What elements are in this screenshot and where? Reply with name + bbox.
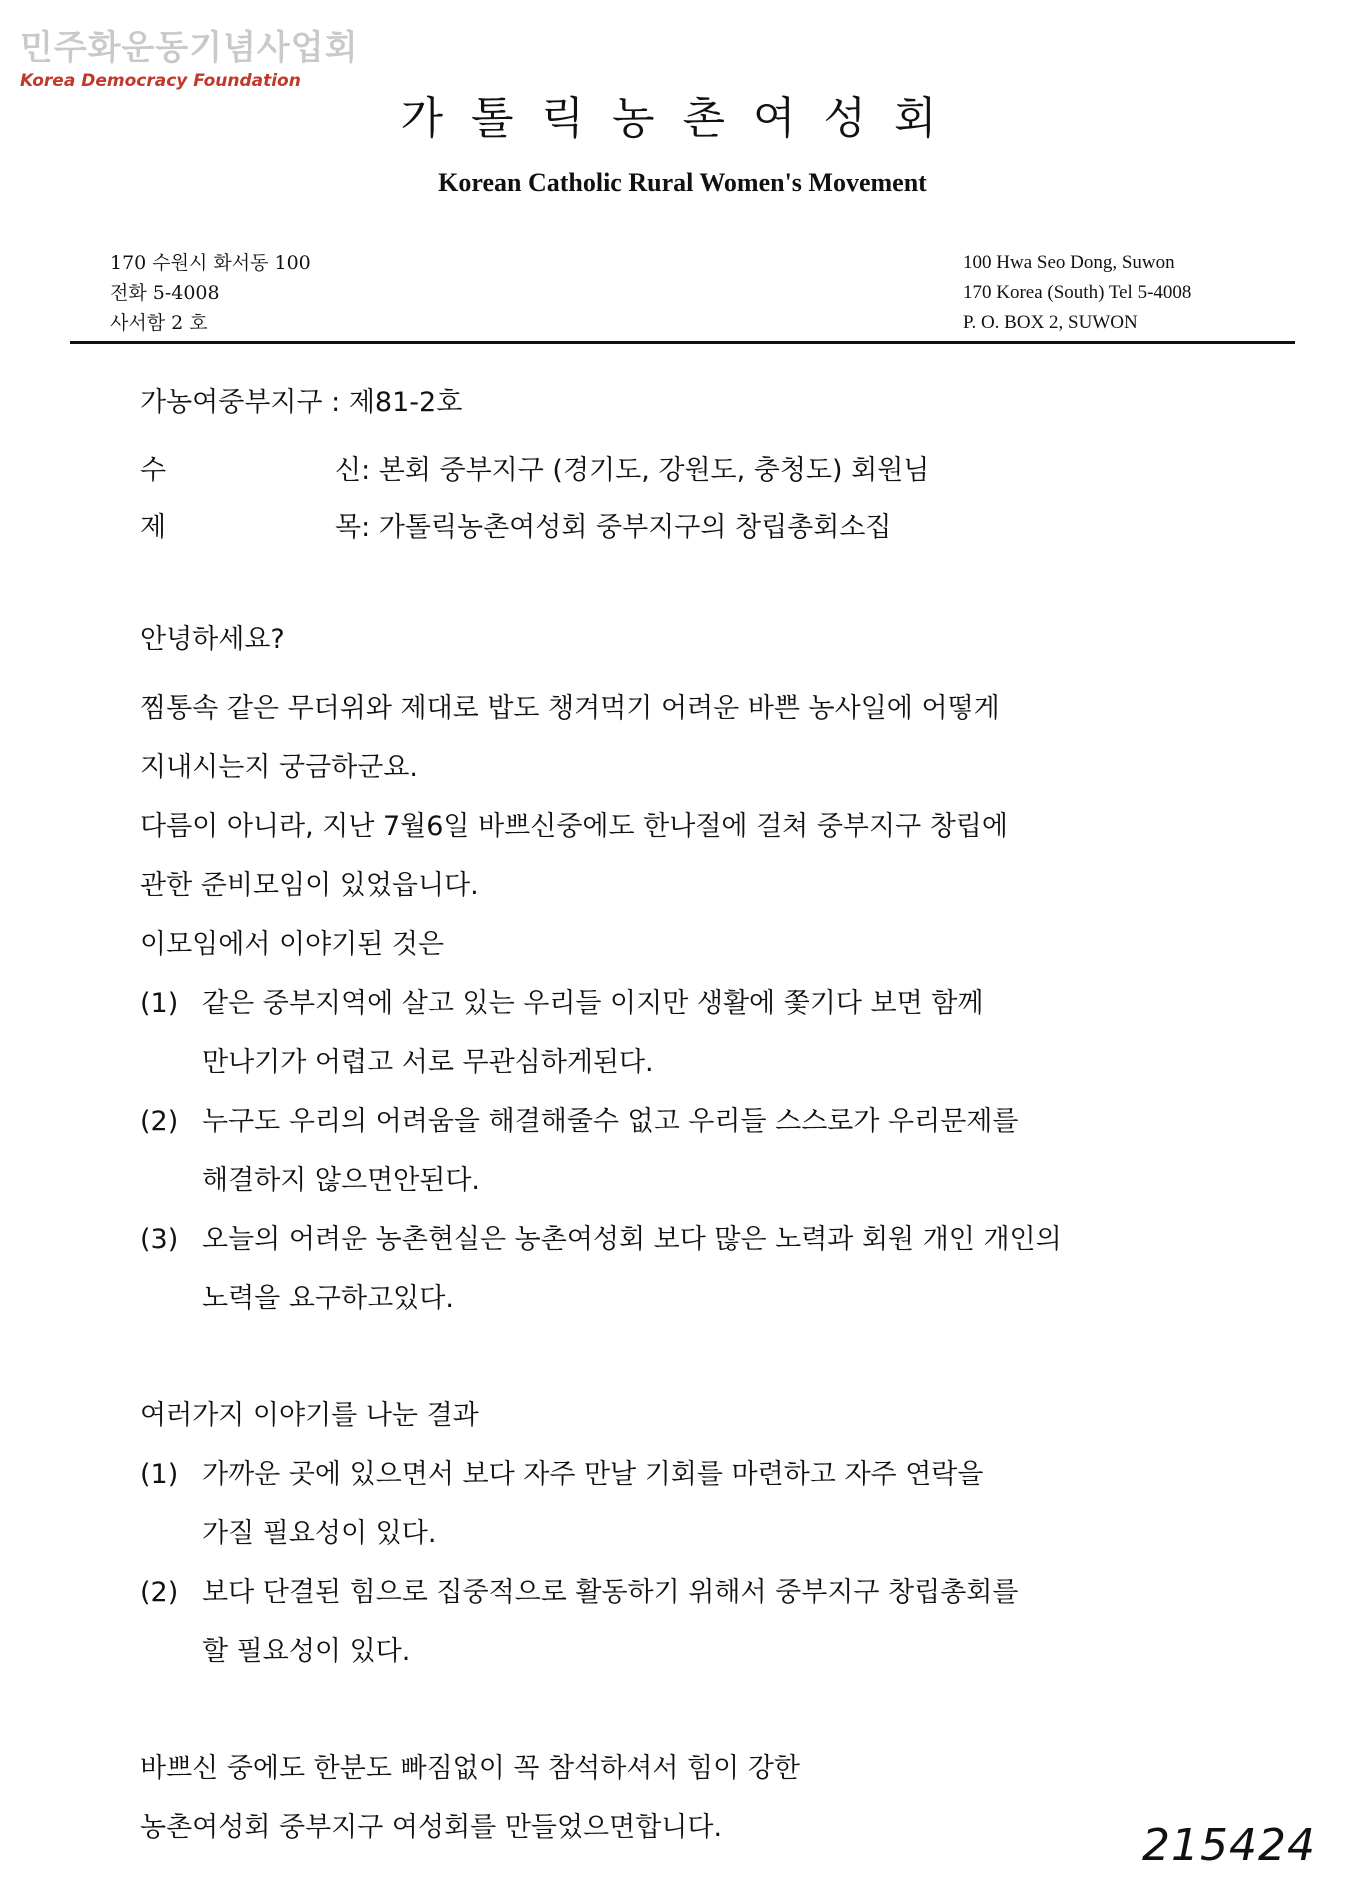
item-number: (2) xyxy=(140,1577,179,1608)
item-text: 해결하지 않으면안된다. xyxy=(202,1165,480,1196)
greeting: 안녕하세요? xyxy=(140,624,285,655)
closing-line: 농촌여성회 중부지구 여성회를 만들었으면합니다. xyxy=(140,1812,723,1843)
address-line: 170 Korea (South) Tel 5-4008 xyxy=(963,282,1192,303)
address-line: 170 수원시 화서동 100 xyxy=(110,252,311,274)
item-text: 보다 단결된 힘으로 집중적으로 활동하기 위해서 중부지구 창립총회를 xyxy=(202,1577,1019,1608)
watermark-korean: 민주화운동기념사업회 xyxy=(20,28,359,68)
list-item xyxy=(140,1445,1290,1563)
po-box-line: P. O. BOX 2, SUWON xyxy=(963,312,1138,333)
list-item xyxy=(140,1563,1290,1681)
foundation-watermark xyxy=(20,20,358,91)
item-number: (1) xyxy=(140,988,179,1019)
subject-line xyxy=(140,505,891,544)
watermark-english: Korea Democracy Foundation xyxy=(20,71,301,91)
recipient-value: 신: 본회 중부지구 (경기도, 강원도, 충청도) 회원님 xyxy=(335,455,930,486)
item-text: 누구도 우리의 어려움을 해결해줄수 없고 우리들 스스로가 우리문제를 xyxy=(202,1106,1019,1137)
closing-line: 바쁘신 중에도 한분도 빠짐없이 꼭 참석하셔서 힘이 강한 xyxy=(140,1753,800,1784)
item-number: (3) xyxy=(140,1224,179,1255)
list-item xyxy=(140,974,1290,1092)
paragraph-line: 여러가지 이야기를 나눈 결과 xyxy=(140,1400,479,1431)
address-line: 100 Hwa Seo Dong, Suwon xyxy=(963,252,1175,273)
letterhead-title-korean: 가톨릭농촌여성회 xyxy=(400,93,965,144)
item-text: 만나기가 어렵고 서로 무관심하게된다. xyxy=(202,1047,654,1078)
address-korean xyxy=(110,248,311,338)
phone-line: 전화 5-4008 xyxy=(110,282,220,304)
recipient-label: 수 xyxy=(140,455,167,486)
item-number: (2) xyxy=(140,1106,179,1137)
letter-body xyxy=(140,610,1290,1857)
list-item xyxy=(140,1210,1290,1328)
paragraph-line: 관한 준비모임이 있었읍니다. xyxy=(140,870,479,901)
address-english xyxy=(963,248,1191,338)
item-text: 가까운 곳에 있으면서 보다 자주 만날 기회를 마련하고 자주 연락을 xyxy=(202,1459,984,1490)
paragraph-line: 다름이 아니라, 지난 7월6일 바쁘신중에도 한나절에 걸쳐 중부지구 창립에 xyxy=(140,811,1008,842)
document-number: 가농여중부지구 : 제81-2호 xyxy=(140,387,463,418)
item-number: (1) xyxy=(140,1459,179,1490)
paragraph-line: 찜통속 같은 무더위와 제대로 밥도 챙겨먹기 어려운 바쁜 농사일에 어떻게 xyxy=(140,693,1000,724)
archive-number: 215424 xyxy=(1142,1820,1316,1871)
item-text: 오늘의 어려운 농촌현실은 농촌여성회 보다 많은 노력과 회원 개인 개인의 xyxy=(202,1224,1062,1255)
recipient-line xyxy=(140,448,929,487)
item-text: 가질 필요성이 있다. xyxy=(202,1518,437,1549)
item-text: 할 필요성이 있다. xyxy=(202,1636,411,1667)
subject-label: 제 xyxy=(140,512,167,543)
item-text: 노력을 요구하고있다. xyxy=(202,1283,454,1314)
item-text: 같은 중부지역에 살고 있는 우리들 이지만 생활에 쫓기다 보면 함께 xyxy=(202,988,984,1019)
list-item xyxy=(140,1092,1290,1210)
paragraph-line: 이모임에서 이야기된 것은 xyxy=(140,929,445,960)
letterhead-divider xyxy=(70,341,1295,344)
subject-value: 목: 가톨릭농촌여성회 중부지구의 창립총회소집 xyxy=(335,512,892,543)
paragraph-line: 지내시는지 궁금하군요. xyxy=(140,752,418,783)
po-box-line: 사서함 2 호 xyxy=(110,312,208,334)
letterhead-title-english: Korean Catholic Rural Women's Movement xyxy=(438,168,927,197)
